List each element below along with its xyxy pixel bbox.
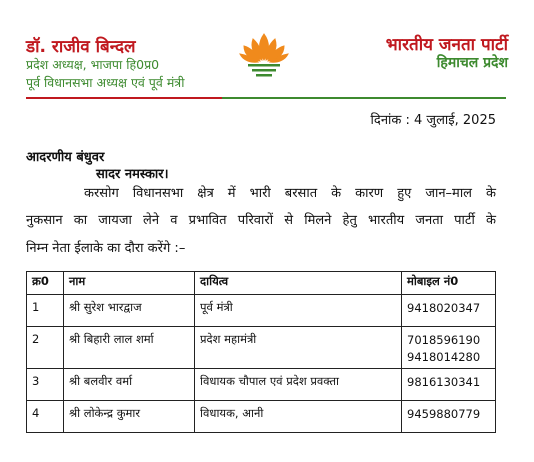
cell-role: प्रदेश महामंत्री [195,327,402,369]
header-divider-green [222,97,506,99]
salutation: आदरणीय बंधुवर [26,150,105,165]
table-row [27,401,496,433]
sender-post-line2: पूर्व विधानसभा अध्यक्ष एवं पूर्व मंत्री [26,75,185,90]
mobile-number: 9418020347 [407,301,481,315]
lotus-icon [236,30,292,80]
cell-mobile [402,401,496,433]
header-mobile: मोबाइल नं0 [402,272,496,295]
table-row [27,369,496,401]
mobile-number: 9459880779 [407,407,481,421]
header-sno: क्र0 [27,272,64,295]
mobile-number-alt: 9418014280 [407,350,481,364]
cell-name: श्री बलवीर वर्मा [64,369,195,401]
state-name: हिमाचल प्रदेश [436,55,508,71]
table-header-row [27,272,496,295]
cell-role: विधायक चौपाल एवं प्रदेश प्रवक्ता [195,369,402,401]
cell-role: विधायक, आनी [195,401,402,433]
cell-sno: 3 [27,369,64,401]
mobile-number: 9816130341 [407,375,481,389]
cell-name: श्री सुरेश भारद्वाज [64,295,195,327]
party-name: भारतीय जनता पार्टी [385,35,508,55]
greeting: सादर नमस्कार। [96,167,169,182]
table-row [27,295,496,327]
letter-date: दिनांक : 4 जुलाई, 2025 [370,113,496,128]
cell-mobile [402,327,496,369]
cell-sno: 4 [27,401,64,433]
header-divider-red [26,97,222,99]
sender-name: डॉ. राजीव बिन्दल [26,37,136,57]
cell-sno: 2 [27,327,64,369]
cell-mobile [402,295,496,327]
visit-team-table [26,271,496,433]
header-role: दायित्व [195,272,402,295]
mobile-number: 7018596190 [407,333,481,347]
cell-role: पूर्व मंत्री [195,295,402,327]
cell-sno: 1 [27,295,64,327]
body-line-2: नुकसान का जायजा लेने व प्रभावित परिवारों से मिलने हेतु भारतीय जनता पार्टी के [26,213,496,228]
header-name: नाम [64,272,195,295]
body-line-3: निम्न नेता ईलाके का दौरा करेंगे :– [26,241,186,256]
cell-mobile [402,369,496,401]
body-line-1: करसोग विधानसभा क्षेत्र में भारी बरसात के कारण हुए जान–माल के [84,186,496,201]
sender-post-line1: प्रदेश अध्यक्ष, भाजपा हि0प्र0 [26,57,160,72]
table-row [27,327,496,369]
cell-name: श्री बिहारी लाल शर्मा [64,327,195,369]
cell-name: श्री लोकेन्द्र कुमार [64,401,195,433]
